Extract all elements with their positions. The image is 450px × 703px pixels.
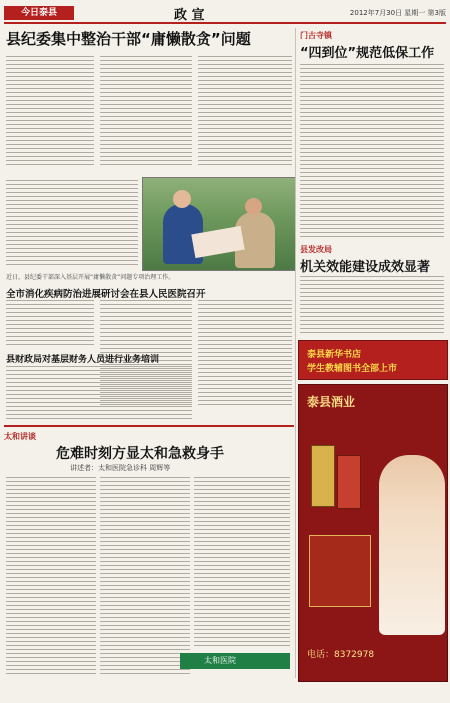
bottle-icon: [311, 445, 335, 507]
right-top-kicker: 门古寺镇: [300, 31, 332, 40]
right-mid-kicker: 县发改局: [300, 245, 332, 254]
lower-body-col1: [6, 477, 96, 677]
lower-byline: 讲述者：太和医院急诊科 周辉等: [70, 464, 171, 472]
lower-body-col2: [100, 477, 190, 677]
mid-story-2-body: [6, 366, 192, 422]
mid-story-1-body-a: [6, 300, 94, 348]
right-mid-body: [300, 276, 444, 336]
mid-story-1-title: 全市消化疾病防治进展研讨会在县人民医院召开: [6, 289, 206, 300]
lower-feature: [4, 425, 294, 685]
lead-body-col1: [6, 56, 94, 168]
bottle-icon: [337, 455, 361, 509]
lead-body-col1b: [6, 180, 138, 268]
liquor-ad: [298, 384, 448, 682]
news-photo: [142, 177, 296, 271]
masthead: [4, 4, 446, 24]
hospital-logo: [180, 653, 290, 669]
paper-logo: 今日泰县: [4, 6, 74, 20]
liquor-brand: 泰县酒业: [307, 395, 356, 409]
column-divider: [295, 28, 296, 678]
lower-kicker: 太和讲谈: [4, 432, 36, 441]
photo-caption: 近日，县纪委干部深入基层开展“庸懒散贪”问题专项治理工作。: [6, 274, 175, 281]
mid-story-1-body-c: [198, 300, 292, 408]
right-top-title: “四到位”规范低保工作: [300, 46, 435, 61]
gift-box-icon: [309, 535, 371, 607]
bookstore-ad-line2: 学生教辅图书全部上市: [307, 364, 398, 374]
mid-story-2-title: 县财政局对基层财务人员进行业务培训: [6, 355, 160, 365]
lower-body-col3: [194, 477, 290, 649]
bookstore-ad-line1: 泰县新华书店: [307, 350, 362, 360]
right-top-body: [300, 64, 444, 240]
liquor-phone: 电话：8372978: [307, 650, 375, 660]
hospital-logo-text: 太和医院: [204, 656, 236, 665]
lead-headline: 县纪委集中整治干部“庸懒散贪”问题: [6, 30, 251, 48]
lower-title: 危难时刻方显太和急救身手: [56, 446, 224, 462]
section-name: 政 宣: [174, 8, 205, 23]
lead-body-col3: [198, 56, 292, 168]
bookstore-ad: [298, 340, 448, 380]
right-mid-title: 机关效能建设成效显著: [300, 260, 431, 275]
issue-date: 2012年7月30日 星期一 第3版: [349, 9, 446, 17]
lead-body-col2: [100, 56, 192, 168]
model-figure: [379, 455, 445, 635]
